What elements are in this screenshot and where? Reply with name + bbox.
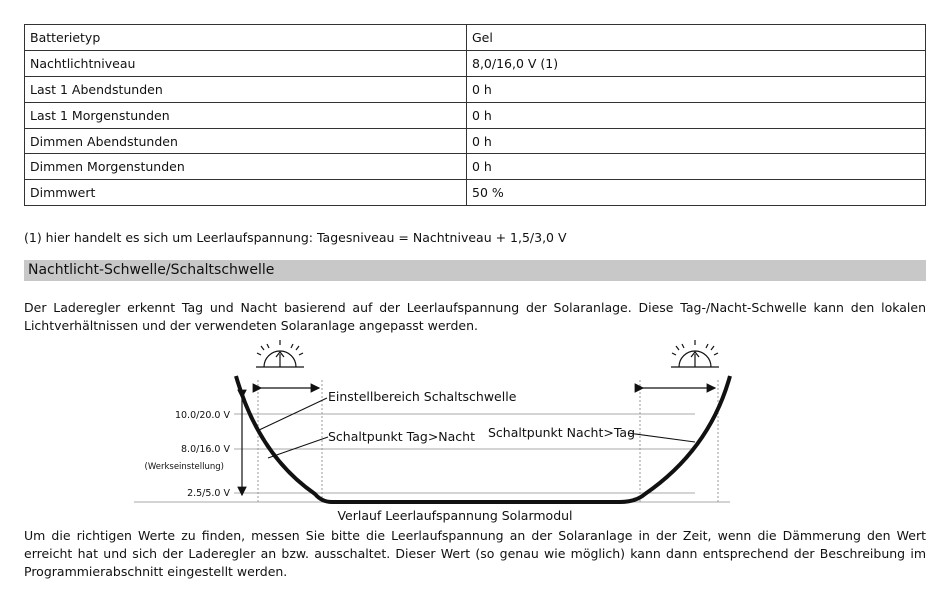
table-row (25, 76, 926, 102)
label-tag-nacht: Schaltpunkt Tag>Nacht (328, 429, 475, 444)
row-label: Nachtlichtniveau (25, 50, 467, 76)
row-label: Dimmen Abendstunden (25, 128, 467, 154)
row-value: 0 h (467, 128, 926, 154)
row-label: Last 1 Morgenstunden (25, 102, 467, 128)
table-row (25, 102, 926, 128)
row-label: Last 1 Abendstunden (25, 76, 467, 102)
label-range: Einstellbereich Schaltschwelle (328, 389, 517, 404)
label-nacht-tag: Schaltpunkt Nacht>Tag (488, 425, 635, 440)
row-value: 50 % (467, 180, 926, 206)
row-value: 8,0/16,0 V (1) (467, 50, 926, 76)
y-label-mid: 8.0/16.0 V (181, 444, 230, 455)
footnote: (1) hier handelt es sich um Leerlaufspannung: Tagesniveau = Nachtniveau + 1,5/3,0 V (24, 230, 567, 245)
row-label: Batterietyp (25, 25, 467, 51)
settings-table (24, 24, 926, 206)
leader-tag-nacht (268, 437, 328, 458)
row-label: Dimmen Morgenstunden (25, 154, 467, 180)
table-row (25, 25, 926, 51)
row-value: 0 h (467, 102, 926, 128)
table-row (25, 50, 926, 76)
table-row (25, 154, 926, 180)
section-heading: Nachtlicht-Schwelle/Schaltschwelle (24, 260, 926, 281)
row-value: Gel (467, 25, 926, 51)
table-row (25, 180, 926, 206)
sunrise-icon-left (256, 340, 304, 367)
measurement-paragraph: Um die richtigen Werte zu finden, messen Sie bitte die Leerlaufspannung an der Solaranlage in der Zeit, wenn die Dämmerung den Wert erreicht hat und sich der Laderegler an bzw. ausschaltet. Dieser Wert (so genau wie möglich) kann dann entsprechend der Beschreibung im Programmierabschnitt eingestellt werden. (24, 528, 926, 579)
voltage-curve-diagram (120, 338, 740, 524)
leader-nacht-tag (628, 433, 695, 442)
row-value: 0 h (467, 76, 926, 102)
diagram-caption: Verlauf Leerlaufspannung Solarmodul (337, 508, 573, 523)
y-label-mid-note: (Werkseinstellung) (144, 462, 224, 472)
y-label-high: 10.0/20.0 V (174, 410, 230, 421)
row-label: Dimmwert (25, 180, 467, 206)
table-row (25, 128, 926, 154)
sunrise-icon-right (671, 340, 719, 367)
row-value: 0 h (467, 154, 926, 180)
intro-paragraph: Der Laderegler erkennt Tag und Nacht basierend auf der Leerlaufspannung der Solaranlage. Diese Tag-/Nacht-Schwelle kann den lokalen Lichtverhältnissen und der verwendeten Solaranlage angepasst werden. (24, 300, 926, 333)
y-label-low: 2.5/5.0 V (187, 488, 230, 499)
